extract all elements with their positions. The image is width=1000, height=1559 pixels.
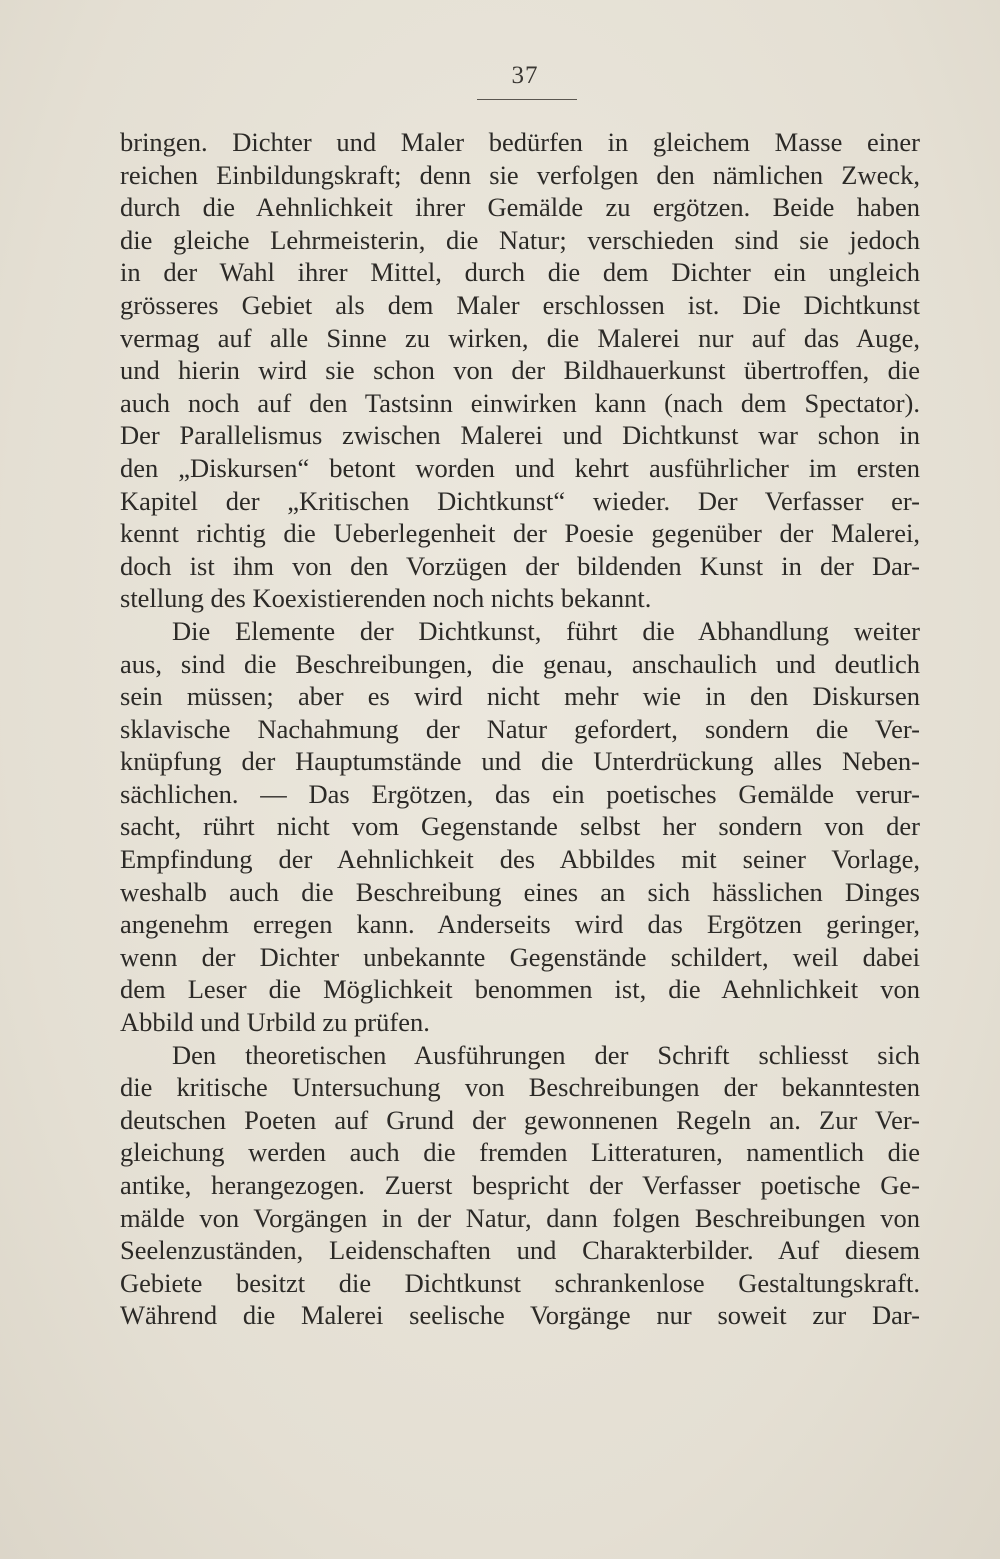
text-line: auch noch auf den Tastsinn einwirken kann (nach dem Spectator). xyxy=(120,387,920,418)
text-line: stellung des Koexistierenden noch nichts bekannt. xyxy=(120,583,652,614)
body-text xyxy=(120,126,920,1332)
text-line: die kritische Untersuchung von Beschreibungen der bekanntesten xyxy=(120,1072,920,1103)
text-line: durch die Aehnlichkeit ihrer Gemälde zu ergötzen. Beide haben xyxy=(120,192,920,223)
text-line: antike, herangezogen. Zuerst bespricht der Verfasser poetische Ge- xyxy=(120,1170,920,1200)
text-line: sein müssen; aber es wird nicht mehr wie in den Diskursen xyxy=(120,681,920,712)
text-line: grösseres Gebiet als dem Maler erschlossen ist. Die Dichtkunst xyxy=(120,289,920,320)
text-line: sächlichen. — Das Ergötzen, das ein poetisches Gemälde verur- xyxy=(120,778,920,809)
text-line: in der Wahl ihrer Mittel, durch die dem Dichter ein ungleich xyxy=(120,257,920,288)
text-line: bringen. Dichter und Maler bedürfen in gleichem Masse einer xyxy=(120,127,920,157)
text-line: Empfindung der Aehnlichkeit des Abbildes mit seiner Vorlage, xyxy=(120,844,920,875)
text-line: doch ist ihm von den Vorzügen der bildenden Kunst in der Dar- xyxy=(120,550,920,581)
text-line: deutschen Poeten auf Grund der gewonnenen Regeln an. Zur Ver- xyxy=(120,1104,920,1135)
text-line: Abbild und Urbild zu prüfen. xyxy=(120,1007,430,1038)
text-line: Seelenzuständen, Leidenschaften und Charakterbilder. Auf diesem xyxy=(120,1235,920,1266)
text-line: und hierin wird sie schon von der Bildhauerkunst übertroffen, die xyxy=(120,355,920,386)
text-line: angenehm erregen kann. Anderseits wird das Ergötzen geringer, xyxy=(120,909,920,940)
text-line: weshalb auch die Beschreibung eines an sich hässlichen Dinges xyxy=(120,876,920,907)
text-line: die gleiche Lehrmeisterin, die Natur; verschieden sind sie jedoch xyxy=(120,224,920,255)
text-line: dem Leser die Möglichkeit benommen ist, die Aehnlichkeit von xyxy=(120,974,920,1005)
text-line: sacht, rührt nicht vom Gegenstande selbst her sondern von der xyxy=(120,811,920,842)
text-line: Kapitel der „Kritischen Dichtkunst“ wieder. Der Verfasser er- xyxy=(120,485,920,516)
text-line: aus, sind die Beschreibungen, die genau, anschaulich und deutlich xyxy=(120,648,920,679)
text-line: vermag auf alle Sinne zu wirken, die Malerei nur auf das Auge, xyxy=(120,322,920,353)
paragraph-start-line: Den theoretischen Ausführungen der Schrift schliesst sich xyxy=(172,1039,920,1070)
page-number: 37 xyxy=(511,62,539,89)
text-line: wenn der Dichter unbekannte Gegenstände schildert, weil dabei xyxy=(120,941,920,972)
text-line: gleichung werden auch die fremden Litteraturen, namentlich die xyxy=(120,1137,920,1168)
text-line: sklavische Nachahmung der Natur gefordert, sondern die Ver- xyxy=(120,713,920,744)
text-line: reichen Einbildungskraft; denn sie verfolgen den nämlichen Zweck, xyxy=(120,159,920,190)
text-line: knüpfung der Hauptumstände und die Unterdrückung alles Neben- xyxy=(120,746,920,777)
paragraph-start-line: Die Elemente der Dichtkunst, führt die Abhandlung weiter xyxy=(172,615,920,646)
page-number-rule xyxy=(477,99,577,100)
text-line: mälde von Vorgängen in der Natur, dann folgen Beschreibungen von xyxy=(120,1202,920,1233)
text-line: Während die Malerei seelische Vorgänge nur soweit zur Dar- xyxy=(120,1300,920,1331)
text-line: Gebiete besitzt die Dichtkunst schrankenlose Gestaltungskraft. xyxy=(120,1267,920,1298)
text-line: Der Parallelismus zwischen Malerei und Dichtkunst war schon in xyxy=(120,420,920,451)
text-line: den „Diskursen“ betont worden und kehrt ausführlicher im ersten xyxy=(120,452,920,483)
text-line: kennt richtig die Ueberlegenheit der Poesie gegenüber der Malerei, xyxy=(120,518,920,549)
